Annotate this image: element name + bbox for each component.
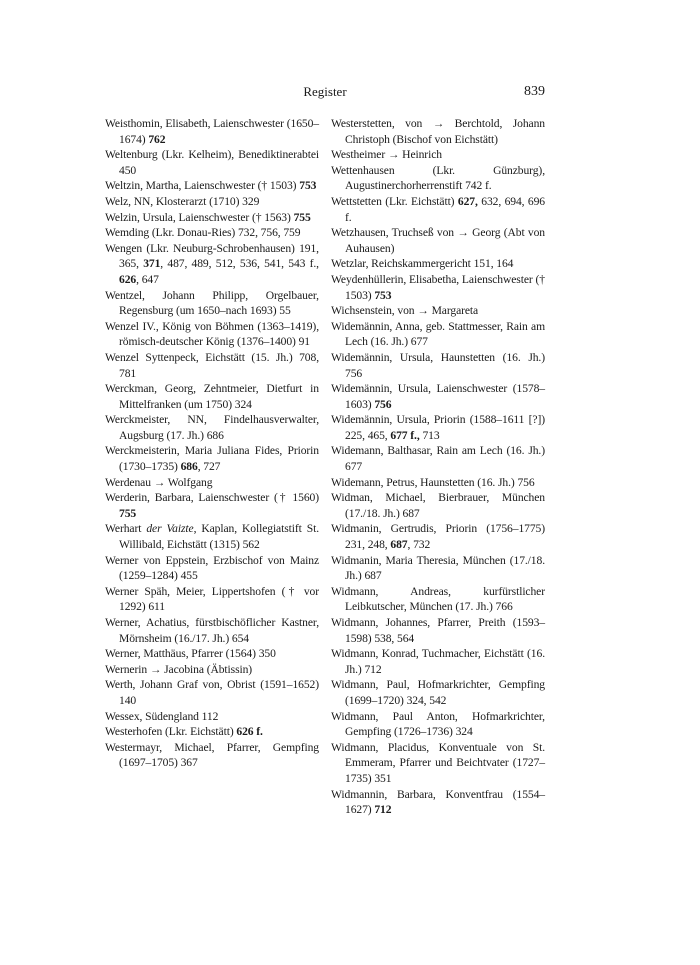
index-entry: Widmann, Konrad, Tuchmacher, Eichstätt (16. Jh.) 712 <box>331 647 545 676</box>
index-entry: Werner von Eppstein, Erzbischof von Mainz (1259–1284) 455 <box>105 553 319 583</box>
index-entry: Wenzel Syttenpeck, Eichstätt (15. Jh.) 708, 781 <box>105 350 319 380</box>
page-number: 839 <box>524 84 545 99</box>
index-entry: Wernerin → Jacobina (Äbtissin) <box>105 662 253 676</box>
index-entry: Widmann, Paul Anton, Hofmarkrichter, Gempfing (1726–1736) 324 <box>331 709 545 739</box>
index-entry: Widman, Michael, Bierbrauer, München (17./18. Jh.) 687 <box>331 491 545 520</box>
index-entry: Widemann, Balthasar, Rain am Lech (16. Jh.) 677 <box>331 444 545 474</box>
index-entry: Wichsenstein, von → Margareta <box>331 304 479 318</box>
index-entry: Werdenau → Wolfgang <box>105 475 213 489</box>
index-entry: Widmanin, Maria Theresia, München (17./18. Jh.) 687 <box>331 553 545 583</box>
index-entry: Widmann, Paul, Hofmarkrichter, Gempfing (1699–1720) 324, 542 <box>331 678 545 707</box>
index-column-left <box>105 116 319 771</box>
running-title: Register <box>303 84 347 99</box>
index-entry: Werhart der Vaizte, Kaplan, Kollegiatstift St. Willibald, Eichstätt (1315) 562 <box>105 522 320 552</box>
index-entry: Wettenhausen (Lkr. Günzburg), Augustinerchorherrenstift 742 f. <box>331 163 545 193</box>
index-entry: Weydenhüllerin, Elisabetha, Laienschwester († 1503) 753 <box>331 272 545 302</box>
index-entry: Wetzhausen, Truchseß von → Georg (Abt von Auhausen) <box>331 226 545 255</box>
index-entry: Weltenburg (Lkr. Kelheim), Benediktinerabtei 450 <box>105 148 319 177</box>
index-entry: Westheimer → Heinrich <box>331 148 442 162</box>
index-entry: Welz, NN, Klosterarzt (1710) 329 <box>105 194 260 208</box>
index-entry: Wessex, Südengland 112 <box>105 709 219 723</box>
index-entry: Widmann, Placidus, Konventuale von St. Emmeram, Pfarrer und Beichtvater (1727–1735) 351 <box>331 740 545 785</box>
index-entry: Weltzin, Martha, Laienschwester († 1503) 753 <box>105 179 317 193</box>
index-column-right <box>331 116 545 818</box>
index-entry: Welzin, Ursula, Laienschwester († 1563) 755 <box>105 210 311 224</box>
index-entry: Widemännin, Ursula, Laienschwester (1578–1603) 756 <box>331 382 545 411</box>
index-entry: Werckman, Georg, Zehntmeier, Dietfurt in Mittelfranken (um 1750) 324 <box>105 382 319 411</box>
index-entry: Widemännin, Anna, geb. Stattmesser, Rain am Lech (16. Jh.) 677 <box>331 319 545 349</box>
index-entry: Westerstetten, von → Berchtold, Johann Christoph (Bischof von Eichstätt) <box>331 117 545 146</box>
index-entry: Westermayr, Michael, Pfarrer, Gempfing (1697–1705) 367 <box>105 740 319 770</box>
index-entry: Widemännin, Ursula, Priorin (1588–1611 [?]) 225, 465, 677 f., 713 <box>331 413 545 442</box>
index-entry: Werderin, Barbara, Laienschwester († 1560) 755 <box>105 491 319 520</box>
index-entry: Widmann, Andreas, kurfürstlicher Leibkutscher, München (17. Jh.) 766 <box>331 584 545 614</box>
index-entry: Wetzlar, Reichskammergericht 151, 164 <box>331 257 514 271</box>
index-entry: Werckmeister, NN, Findelhausverwalter, Augsburg (17. Jh.) 686 <box>105 413 319 442</box>
index-entry: Wenzel IV., König von Böhmen (1363–1419), römisch-deutscher König (1376–1400) 91 <box>105 319 319 349</box>
index-entry: Widemännin, Ursula, Haunstetten (16. Jh.) 756 <box>331 350 545 380</box>
index-entry: Wengen (Lkr. Neuburg-Schrobenhausen) 191, 365, 371, 487, 489, 512, 536, 541, 543 f., 626, 647 <box>105 241 319 286</box>
index-entry: Werner, Achatius, fürstbischöflicher Kastner, Mörnsheim (16./17. Jh.) 654 <box>105 616 319 645</box>
index-entry: Widemann, Petrus, Haunstetten (16. Jh.) 756 <box>331 475 535 489</box>
index-entry: Widmann, Johannes, Pfarrer, Preith (1593–1598) 538, 564 <box>331 616 545 645</box>
index-entry: Werth, Johann Graf von, Obrist (1591–1652) 140 <box>105 678 319 707</box>
index-entry: Weisthomin, Elisabeth, Laienschwester (1650–1674) 762 <box>105 117 319 146</box>
index-entry: Wettstetten (Lkr. Eichstätt) 627, 632, 694, 696 f. <box>331 194 546 224</box>
index-entry: Wentzel, Johann Philipp, Orgelbauer, Regensburg (um 1650–nach 1693) 55 <box>105 288 319 318</box>
index-entry: Westerhofen (Lkr. Eichstätt) 626 f. <box>105 725 263 739</box>
index-entry: Widmanin, Gertrudis, Priorin (1756–1775) 231, 248, 687, 732 <box>331 522 545 552</box>
index-entry: Werckmeisterin, Maria Juliana Fides, Priorin (1730–1735) 686, 727 <box>105 444 319 474</box>
index-entry: Wemding (Lkr. Donau-Ries) 732, 756, 759 <box>105 226 301 240</box>
index-entry: Werner Späh, Meier, Lippertshofen († vor 1292) 611 <box>105 584 319 614</box>
index-entry: Widmannin, Barbara, Konventfrau (1554–1627) 712 <box>331 787 545 817</box>
index-entry: Werner, Matthäus, Pfarrer (1564) 350 <box>105 647 276 661</box>
